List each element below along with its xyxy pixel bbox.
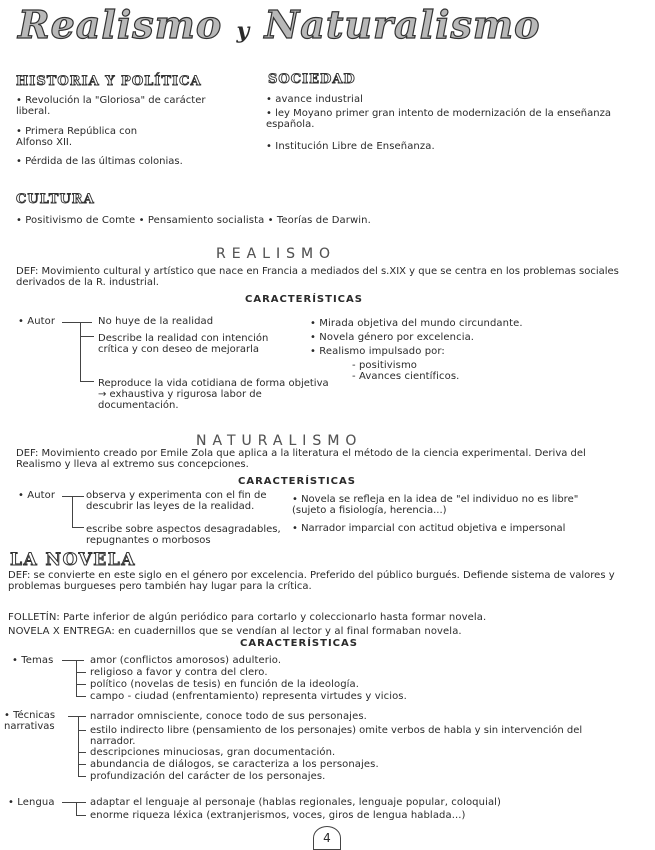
historia-heading: HISTORIA Y POLÍTICA [16,74,202,89]
temas-item: amor (conflictos amorosos) adulterio. [90,655,282,666]
naturalismo-autor-item: observa y experimenta con el fin de descubrir las leyes de la realidad. [86,490,267,512]
page-title [18,2,540,47]
novela-caracteristicas: CARACTERÍSTICAS [240,638,358,649]
realismo-autor-item: Reproduce la vida cotidiana de forma objetiva → exhaustiva y rigurosa labor de documentación. [98,378,329,411]
sociedad-item: • avance industrial [266,94,364,105]
cultura-heading: CULTURA [16,192,95,207]
realismo-right-item: • Novela género por excelencia. [310,332,475,343]
tecnicas-item: profundización del carácter de los personajes. [90,771,326,782]
realismo-caracteristicas: CARACTERÍSTICAS [245,294,363,305]
title-part2: Naturalismo [264,2,541,47]
historia-item: • Revolución la "Gloriosa" de carácter liberal. [16,95,206,117]
novela-folletin: FOLLETÍN: Parte inferior de algún periódico para cortarlo y coleccionarlo hasta formar novela. [8,612,487,623]
realismo-heading: REALISMO [216,246,337,262]
historia-item: • Primera República con Alfonso XII. [16,126,138,148]
temas-item: político (novelas de tesis) en función de la ideología. [90,679,360,690]
page-number: 4 [313,826,341,850]
sociedad-item: • ley Moyano primer gran intento de modernización de la enseñanza española. [266,108,611,130]
realismo-right-item: - positivismo [352,360,418,371]
realismo-right-item: • Realismo impulsado por: [310,346,445,357]
novela-heading: LA NOVELA [10,550,136,570]
naturalismo-right-item: • Novela se refleja en la idea de "el individuo no es libre" (sujeto a fisiología, herencia...) [292,494,579,516]
naturalismo-right-item: • Narrador imparcial con actitud objetiva e impersonal [292,523,566,534]
temas-item: religioso a favor y contra del clero. [90,667,268,678]
naturalismo-autor-label: • Autor [18,490,56,501]
cultura-line: • Positivismo de Comte • Pensamiento socialista • Teorías de Darwin. [16,215,371,226]
realismo-def: DEF: Movimiento cultural y artístico que nace en Francia a mediados del s.XIX y que se centra en los problemas sociales derivados de la R. industrial. [16,266,619,288]
naturalismo-heading: NATURALISMO [196,433,363,449]
sociedad-heading: SOCIEDAD [268,72,356,87]
tecnicas-item: narrador omnisciente, conoce todo de sus personajes. [90,711,367,722]
realismo-right-item: - Avances científicos. [352,371,460,382]
title-part1: Realismo [18,2,223,47]
tecnicas-item: abundancia de diálogos, se caracteriza a los personajes. [90,759,379,770]
novela-def: DEF: se convierte en este siglo en el género por excelencia. Preferido del público burgués. Defiende sistema de valores y problemas burgueses pero también hay lugar para la crítica. [8,570,615,592]
realismo-autor-label: • Autor [18,316,56,327]
naturalismo-autor-item: escribe sobre aspectos desagradables, repugnantes o morbosos [86,524,281,546]
historia-item: • Pérdida de las últimas colonias. [16,156,183,167]
temas-item: campo - ciudad (enfrentamiento) representa virtudes y vicios. [90,691,407,702]
realismo-right-item: • Mirada objetiva del mundo circundante. [310,318,523,329]
sociedad-item: • Institución Libre de Enseñanza. [266,141,435,152]
lengua-item: enorme riqueza léxica (extranjerismos, voces, giros de lengua hablada...) [90,810,466,821]
naturalismo-def: DEF: Movimiento creado por Emile Zola que aplica a la literatura el método de la ciencia experimental. Deriva del Realismo y lleva al extremo sus concepciones. [16,448,586,470]
temas-label: • Temas [12,655,54,666]
tecnicas-item: descripciones minuciosas, gran documentación. [90,747,336,758]
lengua-item: adaptar el lenguaje al personaje (hablas regionales, lenguaje popular, coloquial) [90,797,502,808]
realismo-autor-item: No huye de la realidad [98,316,214,327]
naturalismo-caracteristicas: CARACTERÍSTICAS [238,476,356,487]
lengua-label: • Lengua [8,797,55,808]
novela-entrega: NOVELA X ENTREGA: en cuadernillos que se vendían al lector y al final formaban novela. [8,626,462,637]
title-conjunction: y [236,18,251,44]
realismo-autor-item: Describe la realidad con intención crítica y con deseo de mejorarla [98,333,269,355]
tecnicas-label: • Técnicas narrativas [4,710,56,732]
tecnicas-item: estilo indirecto libre (pensamiento de los personajes) omite verbos de habla y sin intervención del narrador. [90,725,583,747]
